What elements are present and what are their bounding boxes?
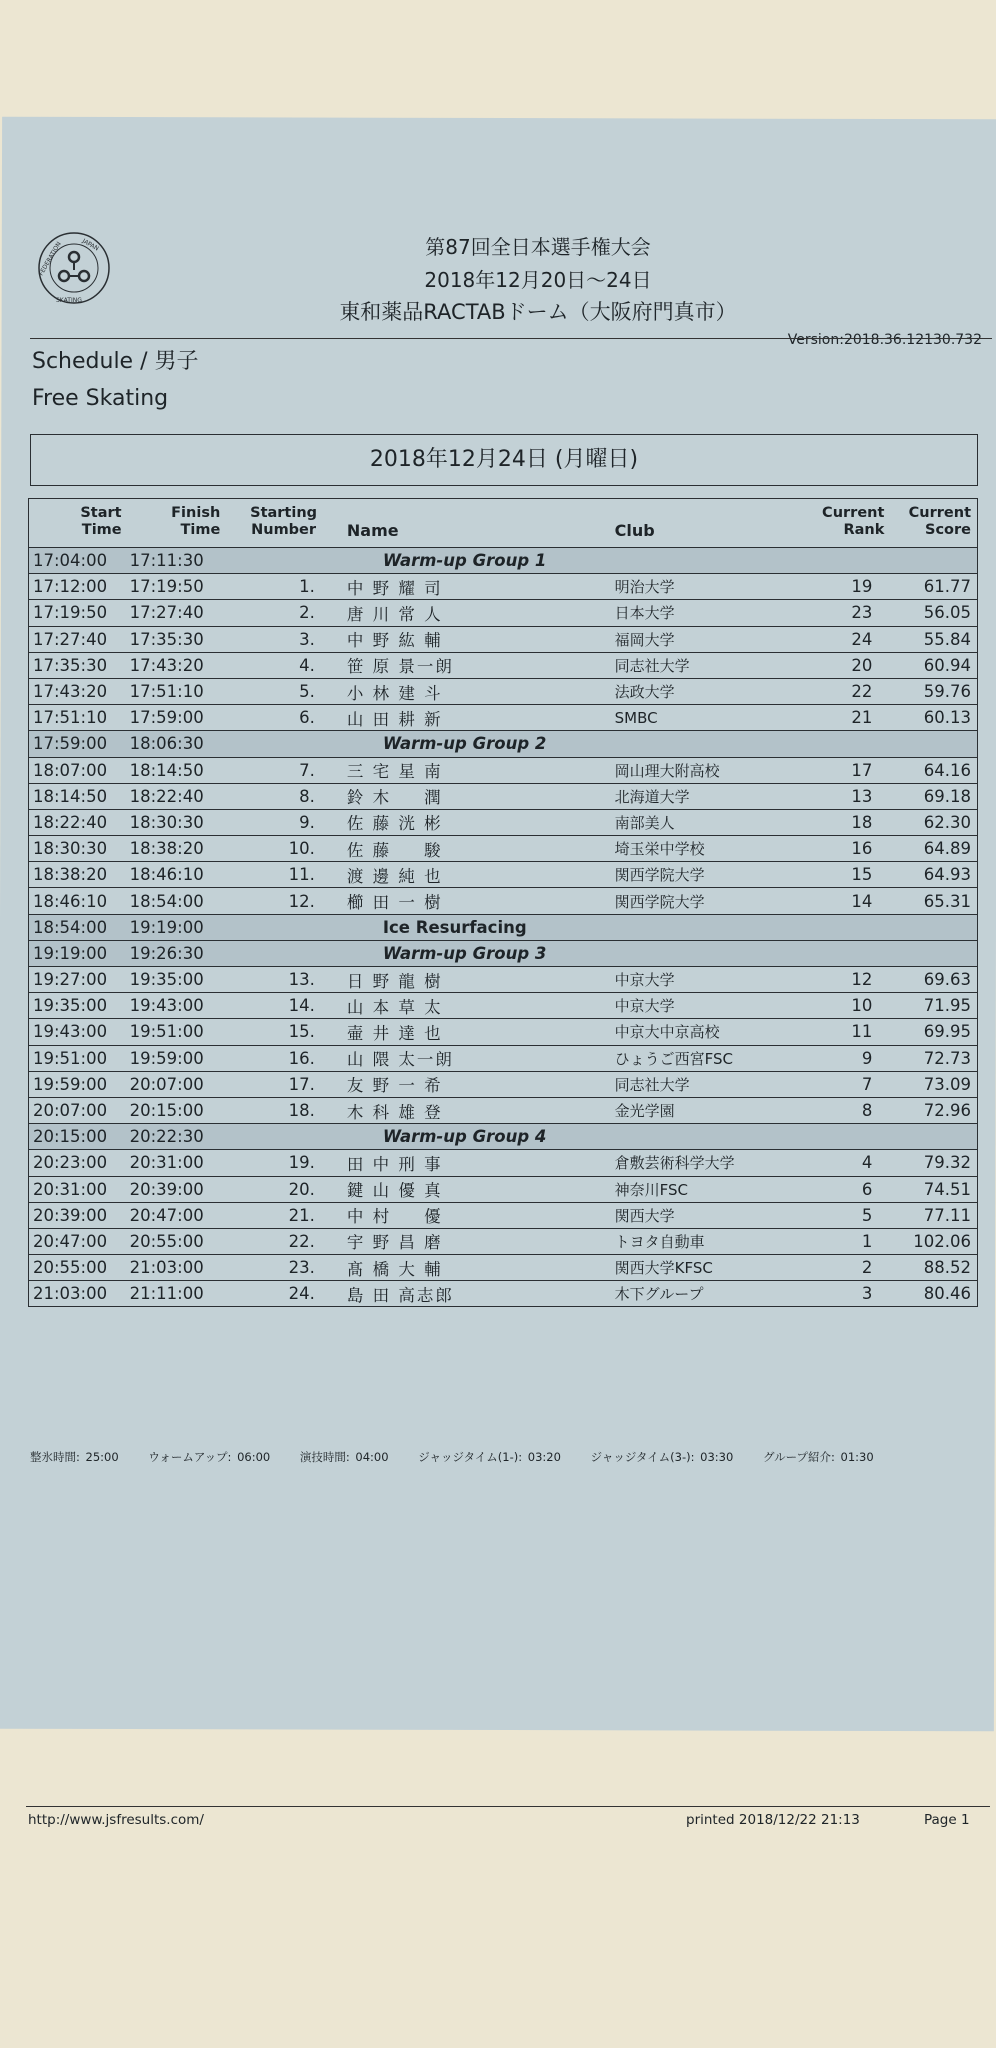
current-score: 65.31 (892, 888, 977, 914)
col-number-line2: Number (251, 522, 317, 538)
current-score: 60.94 (892, 652, 977, 678)
start-time: 21:03:00 (29, 1281, 126, 1307)
table-row (29, 1071, 978, 1097)
club-name: 倉敷芸術科学大学 (611, 1150, 796, 1176)
starting-number: 9. (234, 809, 333, 835)
current-rank: 21 (796, 705, 893, 731)
table-row (29, 600, 978, 626)
col-starting-number (234, 499, 333, 548)
finish-time: 18:06:30 (126, 731, 235, 757)
club-name: 関西学院大学 (611, 888, 796, 914)
logo-text-bottom: SKATING (56, 297, 82, 304)
club-name: 中京大学 (611, 967, 796, 993)
current-rank: 3 (796, 1281, 893, 1307)
segment-title: Free Skating (32, 386, 169, 411)
current-score: 74.51 (892, 1176, 977, 1202)
skater-name: 山 隈 太一朗 (333, 1045, 611, 1071)
col-finish-line1: Finish (171, 505, 221, 521)
schedule-table (28, 498, 978, 1307)
current-rank: 15 (796, 862, 893, 888)
warmup-group-row (29, 548, 978, 574)
club-name: 神奈川FSC (611, 1176, 796, 1202)
ice-resurfacing-row (29, 914, 978, 940)
group-label: Warm-up Group 2 (333, 731, 978, 757)
logo-text-top: JAPAN (81, 237, 100, 253)
finish-time: 20:47:00 (126, 1202, 235, 1228)
finish-time: 21:11:00 (126, 1281, 235, 1307)
start-time: 18:22:40 (29, 809, 126, 835)
starting-number: 1. (234, 574, 333, 600)
col-finish-time (126, 499, 235, 548)
finish-time: 20:15:00 (126, 1097, 235, 1123)
start-time: 17:19:50 (29, 600, 126, 626)
finish-time: 17:27:40 (126, 600, 235, 626)
current-rank: 9 (796, 1045, 893, 1071)
start-time: 17:35:30 (29, 652, 126, 678)
table-row (29, 1202, 978, 1228)
finish-time: 19:26:30 (126, 940, 235, 966)
starting-number: 6. (234, 705, 333, 731)
finish-time: 18:22:40 (126, 783, 235, 809)
current-score: 56.05 (892, 600, 977, 626)
table-row (29, 1176, 978, 1202)
current-score: 77.11 (892, 1202, 977, 1228)
starting-number: 16. (234, 1045, 333, 1071)
current-rank: 1 (796, 1228, 893, 1254)
current-score: 80.46 (892, 1281, 977, 1307)
current-rank: 4 (796, 1150, 893, 1176)
skater-name: 笹 原 景一朗 (333, 652, 611, 678)
note-judge-1: ジャッジタイム(1-): 03:20 (418, 1450, 561, 1464)
header-divider (30, 338, 992, 339)
starting-number: 4. (234, 652, 333, 678)
finish-time: 19:35:00 (126, 967, 235, 993)
skater-name: 中 村 優 (333, 1202, 611, 1228)
results-url: http://www.jsfresults.com/ (28, 1812, 204, 1828)
starting-number: 17. (234, 1071, 333, 1097)
starting-number: 7. (234, 757, 333, 783)
starting-number: 2. (234, 600, 333, 626)
start-time: 20:31:00 (29, 1176, 126, 1202)
finish-time: 17:51:10 (126, 678, 235, 704)
skater-name: 友 野 一 希 (333, 1071, 611, 1097)
current-score: 72.96 (892, 1097, 977, 1123)
note-judge-3: ジャッジタイム(3-): 03:30 (590, 1450, 734, 1464)
skater-name: 中 野 紘 輔 (333, 626, 611, 652)
finish-time: 17:43:20 (126, 652, 235, 678)
current-rank: 14 (796, 888, 893, 914)
current-score: 62.30 (892, 809, 977, 835)
current-rank: 19 (796, 574, 893, 600)
start-time: 20:39:00 (29, 1202, 126, 1228)
event-venue: 東和薬品RACTABドーム（大阪府門真市） (339, 300, 737, 324)
group-spacer (234, 940, 333, 966)
finish-time: 19:19:00 (126, 914, 235, 940)
club-name: 木下グループ (611, 1281, 796, 1307)
current-rank: 16 (796, 836, 893, 862)
finish-time: 17:59:00 (126, 705, 235, 731)
current-rank: 10 (796, 993, 893, 1019)
skater-name: 中 野 耀 司 (333, 574, 611, 600)
current-rank: 2 (796, 1255, 893, 1281)
group-label: Warm-up Group 4 (333, 1124, 978, 1150)
document-page (0, 118, 996, 1828)
table-row (29, 888, 978, 914)
starting-number: 12. (234, 888, 333, 914)
start-time: 19:19:00 (29, 940, 126, 966)
finish-time: 20:07:00 (126, 1071, 235, 1097)
table-row (29, 757, 978, 783)
current-score: 61.77 (892, 574, 977, 600)
group-spacer (234, 914, 333, 940)
note-perform: 演技時間: 04:00 (299, 1450, 389, 1464)
start-time: 19:59:00 (29, 1071, 126, 1097)
current-rank: 24 (796, 626, 893, 652)
finish-time: 20:55:00 (126, 1228, 235, 1254)
club-name: 埼玉栄中学校 (611, 836, 796, 862)
timing-notes (30, 1449, 898, 1465)
start-time: 20:23:00 (29, 1150, 126, 1176)
current-score: 60.13 (892, 705, 977, 731)
club-name: 日本大学 (611, 600, 796, 626)
start-time: 19:35:00 (29, 993, 126, 1019)
start-time: 18:14:50 (29, 783, 126, 809)
current-score: 73.09 (892, 1071, 977, 1097)
club-name: 南部美人 (611, 809, 796, 835)
table-row (29, 967, 978, 993)
current-score: 79.32 (892, 1150, 977, 1176)
col-start-line2: Time (81, 522, 122, 538)
table-row (29, 862, 978, 888)
current-rank: 5 (796, 1202, 893, 1228)
current-rank: 20 (796, 652, 893, 678)
starting-number: 3. (234, 626, 333, 652)
current-score: 64.89 (892, 836, 977, 862)
starting-number: 19. (234, 1150, 333, 1176)
starting-number: 14. (234, 993, 333, 1019)
start-time: 20:15:00 (29, 1124, 126, 1150)
start-time: 17:59:00 (29, 731, 126, 757)
current-score: 71.95 (892, 993, 977, 1019)
club-name: ひょうご西宮FSC (611, 1045, 796, 1071)
finish-time: 18:14:50 (126, 757, 235, 783)
current-rank: 7 (796, 1071, 893, 1097)
col-current-rank (796, 499, 893, 548)
starting-number: 15. (234, 1019, 333, 1045)
table-row (29, 836, 978, 862)
finish-time: 19:43:00 (126, 993, 235, 1019)
skater-name: 鈴 木 潤 (333, 783, 611, 809)
finish-time: 18:30:30 (126, 809, 235, 835)
finish-time: 18:38:20 (126, 836, 235, 862)
col-current-score (892, 499, 977, 548)
table-row (29, 1019, 978, 1045)
group-spacer (234, 731, 333, 757)
start-time: 17:12:00 (29, 574, 126, 600)
logo-text-left: FEDERATION (37, 240, 63, 277)
footer-divider (26, 1806, 990, 1807)
event-dates: 2018年12月20日～24日 (424, 268, 652, 292)
current-rank: 17 (796, 757, 893, 783)
finish-time: 17:19:50 (126, 574, 235, 600)
table-row (29, 1255, 978, 1281)
starting-number: 23. (234, 1255, 333, 1281)
current-rank: 18 (796, 809, 893, 835)
col-rank-line1: Current (822, 505, 885, 521)
table-row (29, 1228, 978, 1254)
current-score: 72.73 (892, 1045, 977, 1071)
current-score: 88.52 (892, 1255, 977, 1281)
starting-number: 20. (234, 1176, 333, 1202)
page-number: Page 1 (924, 1812, 970, 1828)
skater-name: 三 宅 星 南 (333, 757, 611, 783)
club-name: 明治大学 (611, 574, 796, 600)
event-title: 第87回全日本選手権大会 (425, 235, 651, 259)
schedule-title: Schedule / 男子 (32, 349, 199, 374)
current-score: 64.16 (892, 757, 977, 783)
skater-name: 木 科 雄 登 (333, 1097, 611, 1123)
current-rank: 12 (796, 967, 893, 993)
finish-time: 19:59:00 (126, 1045, 235, 1071)
club-name: 同志社大学 (611, 652, 796, 678)
current-rank: 13 (796, 783, 893, 809)
skater-name: 唐 川 常 人 (333, 600, 611, 626)
table-row (29, 993, 978, 1019)
start-time: 17:27:40 (29, 626, 126, 652)
current-score: 102.06 (892, 1228, 977, 1254)
group-label: Warm-up Group 3 (333, 940, 978, 966)
start-time: 18:07:00 (29, 757, 126, 783)
current-score: 69.18 (892, 783, 977, 809)
starting-number: 5. (234, 678, 333, 704)
finish-time: 19:51:00 (126, 1019, 235, 1045)
club-name: 中京大中京高校 (611, 1019, 796, 1045)
club-name: 岡山理大附高校 (611, 757, 796, 783)
current-score: 55.84 (892, 626, 977, 652)
skater-name: 田 中 刑 事 (333, 1150, 611, 1176)
skater-name: 佐 藤 洸 彬 (333, 809, 611, 835)
start-time: 18:54:00 (29, 914, 126, 940)
skater-name: 山 本 草 太 (333, 993, 611, 1019)
table-row (29, 1097, 978, 1123)
col-number-line1: Starting (250, 505, 318, 521)
starting-number: 22. (234, 1228, 333, 1254)
finish-time: 21:03:00 (126, 1255, 235, 1281)
table-row (29, 705, 978, 731)
start-time: 19:27:00 (29, 967, 126, 993)
current-score: 64.93 (892, 862, 977, 888)
starting-number: 8. (234, 783, 333, 809)
starting-number: 18. (234, 1097, 333, 1123)
start-time: 17:51:10 (29, 705, 126, 731)
group-spacer (234, 548, 333, 574)
warmup-group-row (29, 1124, 978, 1150)
start-time: 20:47:00 (29, 1228, 126, 1254)
current-rank: 8 (796, 1097, 893, 1123)
table-row (29, 1045, 978, 1071)
finish-time: 20:31:00 (126, 1150, 235, 1176)
current-rank: 11 (796, 1019, 893, 1045)
club-name: 北海道大学 (611, 783, 796, 809)
warmup-group-row (29, 940, 978, 966)
note-group-intro: グループ紹介: 01:30 (762, 1450, 874, 1464)
skater-name: 山 田 耕 新 (333, 705, 611, 731)
table-row (29, 1281, 978, 1307)
table-row (29, 678, 978, 704)
finish-time: 20:22:30 (126, 1124, 235, 1150)
version-label: Version:2018.36.12130.732 (787, 332, 982, 348)
skater-name: 渡 邊 純 也 (333, 862, 611, 888)
skater-name: 鍵 山 優 真 (333, 1176, 611, 1202)
starting-number: 11. (234, 862, 333, 888)
current-rank: 6 (796, 1176, 893, 1202)
group-label: Warm-up Group 1 (333, 548, 978, 574)
starting-number: 10. (234, 836, 333, 862)
club-name: 同志社大学 (611, 1071, 796, 1097)
skater-name: 日 野 龍 樹 (333, 967, 611, 993)
start-time: 18:46:10 (29, 888, 126, 914)
start-time: 19:43:00 (29, 1019, 126, 1045)
club-name: トヨタ自動車 (611, 1228, 796, 1254)
col-score-line1: Current (908, 505, 971, 521)
club-name: 金光学園 (611, 1097, 796, 1123)
start-time: 17:43:20 (29, 678, 126, 704)
col-name: Name (333, 499, 611, 548)
club-name: 関西大学KFSC (611, 1255, 796, 1281)
current-score: 59.76 (892, 678, 977, 704)
table-row (29, 809, 978, 835)
current-rank: 22 (796, 678, 893, 704)
day-banner: 2018年12月24日 (月曜日) (30, 434, 978, 486)
club-name: 関西大学 (611, 1202, 796, 1228)
table-body (29, 548, 978, 1307)
current-score: 69.63 (892, 967, 977, 993)
finish-time: 17:35:30 (126, 626, 235, 652)
group-spacer (234, 1124, 333, 1150)
club-name: 中京大学 (611, 993, 796, 1019)
col-start-time (29, 499, 126, 548)
skater-name: 佐 藤 駿 (333, 836, 611, 862)
start-time: 18:38:20 (29, 862, 126, 888)
note-warmup: ウォームアップ: 06:00 (148, 1450, 271, 1464)
finish-time: 18:54:00 (126, 888, 235, 914)
table-header-row (29, 499, 978, 548)
club-name: 関西学院大学 (611, 862, 796, 888)
club-name: 法政大学 (611, 678, 796, 704)
start-time: 18:30:30 (29, 836, 126, 862)
skater-name: 島 田 高志郎 (333, 1281, 611, 1307)
group-label: Ice Resurfacing (333, 914, 978, 940)
col-rank-line2: Rank (843, 522, 885, 538)
starting-number: 24. (234, 1281, 333, 1307)
current-rank: 23 (796, 600, 893, 626)
start-time: 17:04:00 (29, 548, 126, 574)
note-resurface: 整氷時間: 25:00 (30, 1450, 119, 1464)
skater-name: 壷 井 達 也 (333, 1019, 611, 1045)
skater-name: 櫛 田 一 樹 (333, 888, 611, 914)
table-row (29, 783, 978, 809)
skater-name: 髙 橋 大 輔 (333, 1255, 611, 1281)
printed-timestamp: printed 2018/12/22 21:13 (686, 1812, 860, 1828)
club-name: SMBC (611, 705, 796, 731)
col-score-line2: Score (925, 522, 971, 538)
skater-name: 小 林 建 斗 (333, 678, 611, 704)
starting-number: 13. (234, 967, 333, 993)
starting-number: 21. (234, 1202, 333, 1228)
start-time: 19:51:00 (29, 1045, 126, 1071)
finish-time: 17:11:30 (126, 548, 235, 574)
skater-name: 宇 野 昌 磨 (333, 1228, 611, 1254)
table-row (29, 626, 978, 652)
club-name: 福岡大学 (611, 626, 796, 652)
warmup-group-row (29, 731, 978, 757)
finish-time: 20:39:00 (126, 1176, 235, 1202)
table-row (29, 1150, 978, 1176)
start-time: 20:07:00 (29, 1097, 126, 1123)
current-score: 69.95 (892, 1019, 977, 1045)
col-start-line1: Start (80, 505, 122, 521)
table-row (29, 652, 978, 678)
finish-time: 18:46:10 (126, 862, 235, 888)
start-time: 20:55:00 (29, 1255, 126, 1281)
col-club: Club (611, 499, 796, 548)
col-finish-line2: Time (180, 522, 221, 538)
table-row (29, 574, 978, 600)
